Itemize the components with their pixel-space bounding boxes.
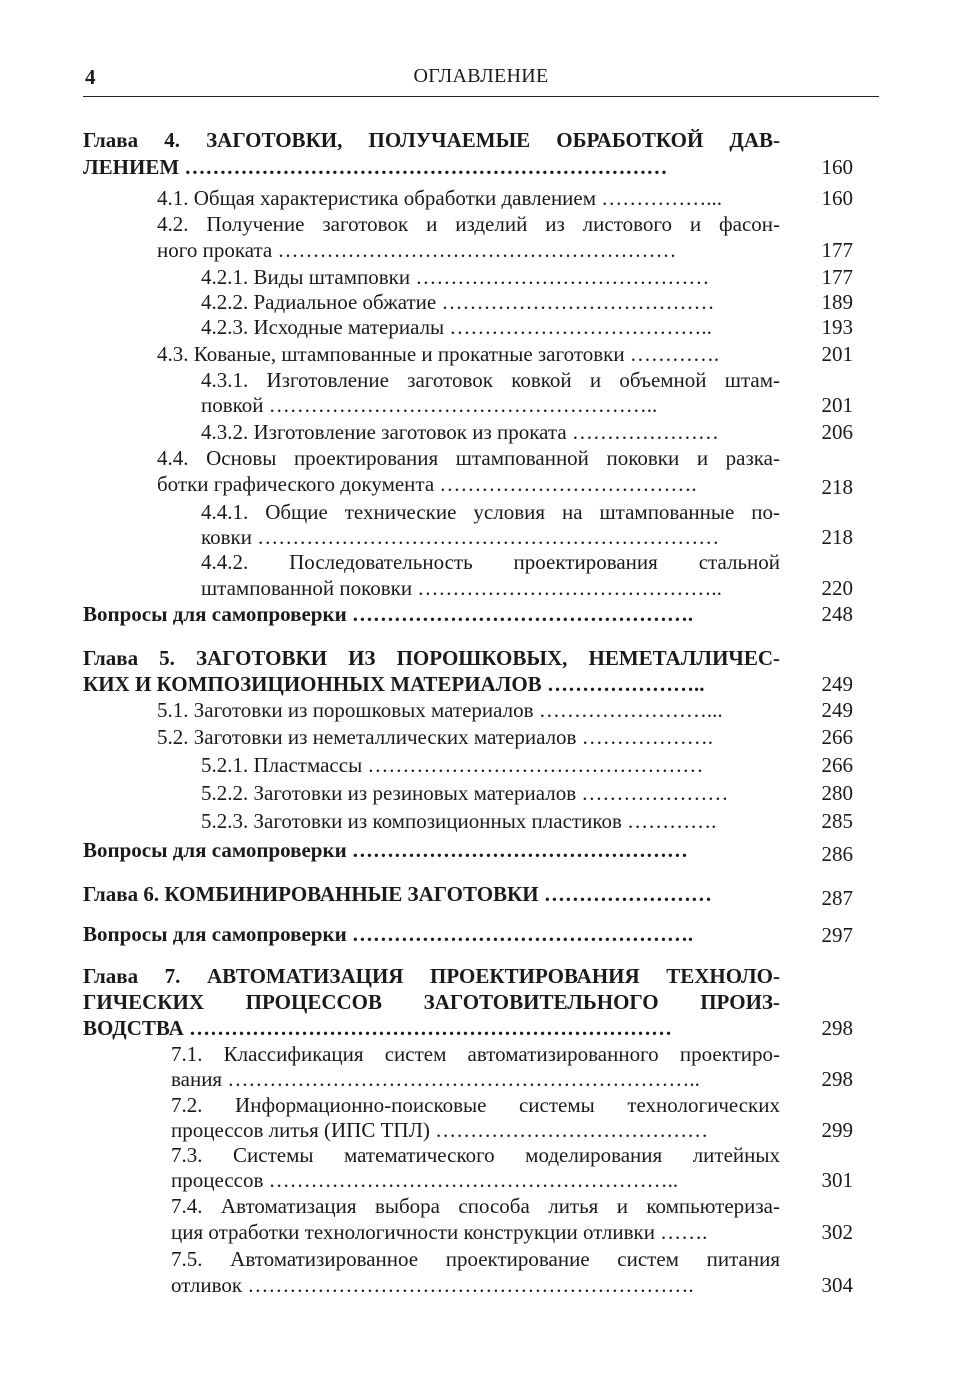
toc-page-number: 193 (821, 315, 853, 339)
toc-section: 4.4. Основы проектирования штампованной поковки и разка- (157, 446, 780, 470)
toc-page-number: 302 (821, 1220, 853, 1244)
toc-page-number: 249 (821, 672, 853, 696)
toc-line (83, 1273, 863, 1299)
toc-chapter-heading: ЛЕНИЕМ …………………………………………………………… (83, 155, 668, 179)
toc-line (83, 646, 863, 672)
toc-page-number: 299 (821, 1118, 853, 1142)
toc-subsection: 4.3.2. Изготовление заготовок из проката ………………… (201, 420, 719, 444)
toc-section: ботки графического документа ………………………………. (157, 472, 697, 496)
toc-section: 7.5. Автоматизированное проектирование систем питания (171, 1247, 780, 1271)
toc-line (83, 393, 863, 419)
toc-subsection: штампованной поковки …………………………………….. (201, 576, 722, 600)
toc-line (83, 1247, 863, 1273)
toc-line (83, 781, 863, 807)
toc-page-number: 189 (821, 290, 853, 314)
toc-section: ция отработки технологичности конструкции отливки ……. (171, 1220, 708, 1244)
toc-line (83, 576, 863, 602)
toc-line (83, 128, 863, 154)
toc-line (83, 698, 863, 724)
page-number: 4 (85, 65, 96, 89)
toc-page-number: 201 (821, 342, 853, 366)
toc-page-number: 177 (821, 265, 853, 289)
toc-page-number: 266 (821, 725, 853, 749)
toc-line (83, 290, 863, 316)
toc-page-number: 266 (821, 753, 853, 777)
toc-subsection: 5.2.2. Заготовки из резиновых материалов ………………… (201, 781, 729, 805)
toc-line (83, 1168, 863, 1194)
toc-chapter-heading: Глава 6. КОМБИНИРОВАННЫЕ ЗАГОТОВКИ …………………… (83, 882, 712, 906)
toc-line (83, 525, 863, 551)
toc-section: 4.1. Общая характеристика обработки давлением ……………... (157, 186, 723, 210)
toc-section: процессов литья (ИПС ТПЛ) ………………………………… (171, 1118, 709, 1142)
toc-line (83, 238, 863, 264)
toc-section: 4.3. Кованые, штампованные и прокатные заготовки …………. (157, 342, 720, 366)
toc-line (83, 155, 863, 181)
toc-line (83, 368, 863, 394)
toc-page-number: 304 (821, 1273, 853, 1297)
toc-page-number: 248 (821, 602, 853, 626)
toc-page-number: 280 (821, 781, 853, 805)
toc-section: вания ………………………………………………………….. (171, 1067, 700, 1091)
toc-line (83, 809, 863, 835)
toc-line (83, 1118, 863, 1144)
toc-page-number: 201 (821, 393, 853, 417)
toc-section: 7.4. Автоматизация выбора способа литья и компьютериза- (171, 1194, 780, 1218)
toc-line (83, 725, 863, 751)
toc-page-number: 218 (821, 525, 853, 549)
toc-subsection: 4.2.1. Виды штамповки …………………………………… (201, 265, 710, 289)
toc-page-number: 287 (821, 886, 853, 910)
toc-line (83, 1042, 863, 1068)
toc-line (83, 922, 863, 948)
toc-subsection: ковки ………………………………………………………… (201, 525, 720, 549)
toc-page-number: 249 (821, 698, 853, 722)
toc-line (83, 342, 863, 368)
toc-line (83, 990, 863, 1016)
toc-section: отливок ………………………………………………………. (171, 1273, 694, 1297)
toc-page-number: 298 (821, 1067, 853, 1091)
toc-line (83, 1143, 863, 1169)
toc-line (83, 672, 863, 698)
toc-section: 7.2. Информационно-поисковые системы технологических (171, 1093, 780, 1117)
toc-chapter-heading: Глава 7. АВТОМАТИЗАЦИЯ ПРОЕКТИРОВАНИЯ ТЕХНОЛО- (83, 964, 780, 988)
toc-line (83, 882, 863, 908)
toc-subsection: повкой ……………………………………………….. (201, 393, 658, 417)
toc-section: 7.3. Системы математического моделирования литейных (171, 1143, 780, 1167)
toc-chapter-heading: КИХ И КОМПОЗИЦИОННЫХ МАТЕРИАЛОВ ………………….. (83, 672, 705, 696)
toc-line (83, 446, 863, 472)
toc-page-number: 301 (821, 1168, 853, 1192)
toc-page-number: 218 (821, 475, 853, 499)
toc-page-number: 206 (821, 420, 853, 444)
toc-chapter-heading: Глава 4. ЗАГОТОВКИ, ПОЛУЧАЕМЫЕ ОБРАБОТКОЙ ДАВ- (83, 128, 780, 152)
toc-page-number: 160 (821, 155, 853, 179)
toc-line (83, 1067, 863, 1093)
toc-line (83, 472, 863, 498)
toc-line (83, 420, 863, 446)
toc-section: процессов ………………………………………………….. (171, 1168, 679, 1192)
toc-line (83, 964, 863, 990)
toc-chapter-heading: ГИЧЕСКИХ ПРОЦЕССОВ ЗАГОТОВИТЕЛЬНОГО ПРОИЗ- (83, 990, 780, 1014)
toc-line (83, 753, 863, 779)
toc-review-questions: Вопросы для самопроверки ………………………………………… (83, 838, 688, 862)
toc-line (83, 500, 863, 526)
running-header (83, 64, 879, 97)
toc-subsection: 4.2.3. Исходные материалы ……………………………….. (201, 315, 712, 339)
toc-line (83, 550, 863, 576)
toc-review-questions: Вопросы для самопроверки …………………………………………. (83, 602, 694, 626)
toc-line (83, 838, 863, 864)
toc-subsection: 4.3.1. Изготовление заготовок ковкой и объемной штам- (201, 368, 780, 392)
toc-line (83, 1194, 863, 1220)
toc-line (83, 186, 863, 212)
toc-subsection: 5.2.1. Пластмассы ………………………………………… (201, 753, 704, 777)
toc-line (83, 602, 863, 628)
toc-section: 5.2. Заготовки из неметаллических материалов ………………. (157, 725, 713, 749)
toc-page-number: 177 (821, 238, 853, 262)
toc-review-questions: Вопросы для самопроверки …………………………………………. (83, 922, 694, 946)
toc-line (83, 1093, 863, 1119)
toc-line (83, 265, 863, 291)
toc-section: 7.1. Классификация систем автоматизированного проектиро- (171, 1042, 780, 1066)
toc-page-number: 160 (821, 186, 853, 210)
running-title: ОГЛАВЛЕНИЕ (413, 65, 549, 87)
toc-chapter-heading: Глава 5. ЗАГОТОВКИ ИЗ ПОРОШКОВЫХ, НЕМЕТАЛЛИЧЕС- (83, 646, 780, 670)
toc-subsection: 4.4.1. Общие технические условия на штампованные по- (201, 500, 780, 524)
toc-line (83, 315, 863, 341)
toc-section: 4.2. Получение заготовок и изделий из листового и фасон- (157, 212, 780, 236)
toc-line (83, 1220, 863, 1246)
toc-line (83, 212, 863, 238)
toc-section: 5.1. Заготовки из порошковых материалов ……………………... (157, 698, 723, 722)
toc-page-number: 286 (821, 842, 853, 866)
toc-subsection: 5.2.3. Заготовки из композиционных пластиков …………. (201, 809, 717, 833)
toc-subsection: 4.2.2. Радиальное обжатие ………………………………… (201, 290, 715, 314)
toc-line (83, 1016, 863, 1042)
toc-page-number: 285 (821, 809, 853, 833)
toc-section: ного проката ………………………………………………… (157, 238, 677, 262)
toc-subsection: 4.4.2. Последовательность проектирования стальной (201, 550, 780, 574)
toc-page-number: 220 (821, 576, 853, 600)
toc-page-number: 298 (821, 1016, 853, 1040)
toc-page-number: 297 (821, 923, 853, 947)
toc-chapter-heading: ВОДСТВА …………………………………………………………… (83, 1016, 673, 1040)
